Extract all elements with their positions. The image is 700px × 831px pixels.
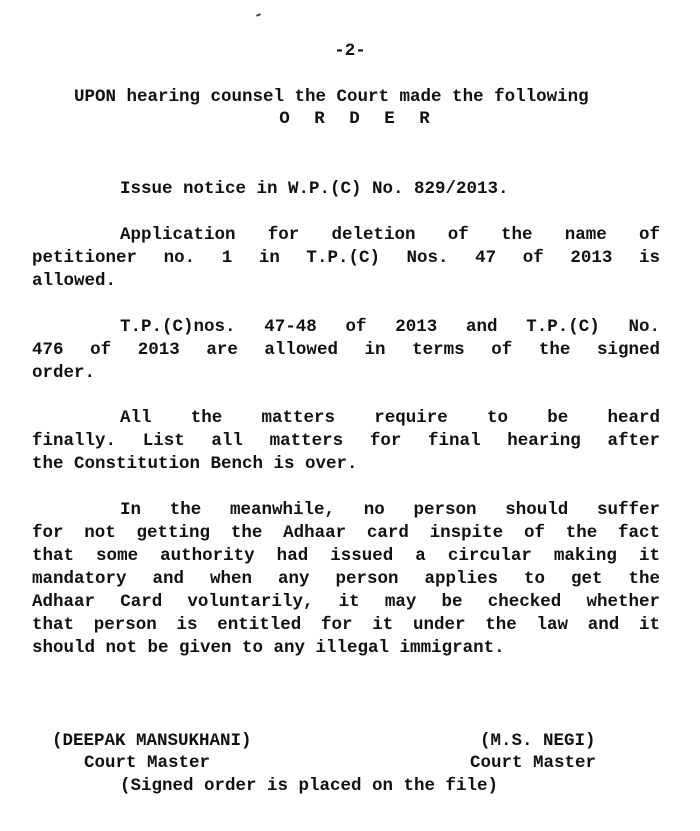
paragraph-4-line: All the matters require to be heard bbox=[120, 408, 660, 428]
paragraph-2-line: petitioner no. 1 in T.P.(C) Nos. 47 of 2013 is bbox=[32, 248, 660, 268]
paragraph-3-line: order. bbox=[32, 363, 96, 383]
paragraph-1: Issue notice in W.P.(C) No. 829/2013. bbox=[120, 179, 509, 199]
paragraph-4 bbox=[32, 407, 660, 476]
paragraph-5-line: In the meanwhile, no person should suffer bbox=[120, 500, 660, 520]
footer-note: (Signed order is placed on the file) bbox=[120, 776, 499, 796]
paragraph-5-line: that person is entitled for it under the law and it bbox=[32, 615, 660, 635]
signatory-right-name: (M.S. NEGI) bbox=[480, 731, 596, 751]
paragraph-4-line: the Constitution Bench is over. bbox=[32, 454, 358, 474]
paragraph-3-line: 476 of 2013 are allowed in terms of the signed bbox=[32, 340, 660, 360]
paragraph-5-line: Adhaar Card voluntarily, it may be checked whether bbox=[32, 592, 660, 612]
signatory-left-name: (DEEPAK MANSUKHANI) bbox=[52, 731, 252, 751]
paragraph-5-line: that some authority had issued a circular making it bbox=[32, 546, 660, 566]
intro-line: UPON hearing counsel the Court made the following bbox=[74, 87, 589, 107]
signatory-left-title: Court Master bbox=[84, 753, 211, 773]
paragraph-2-line: allowed. bbox=[32, 271, 117, 291]
order-heading: O R D E R bbox=[279, 109, 437, 129]
paragraph-5-line: mandatory and when any person applies to get the bbox=[32, 569, 660, 589]
signatory-right-title: Court Master bbox=[470, 753, 597, 773]
paragraph-5-line: for not getting the Adhaar card inspite of the fact bbox=[32, 523, 660, 543]
paragraph-2-line: Application for deletion of the name of bbox=[120, 225, 660, 245]
paragraph-5-line: should not be given to any illegal immigrant. bbox=[32, 638, 505, 658]
page-number: -2- bbox=[334, 41, 366, 61]
scan-speck bbox=[256, 13, 261, 17]
paragraph-2 bbox=[32, 224, 660, 293]
paragraph-5 bbox=[32, 499, 660, 660]
paragraph-3-line: T.P.(C)nos. 47-48 of 2013 and T.P.(C) No. bbox=[120, 317, 660, 337]
paragraph-4-line: finally. List all matters for final hearing after bbox=[32, 431, 660, 451]
paragraph-3 bbox=[32, 316, 660, 385]
